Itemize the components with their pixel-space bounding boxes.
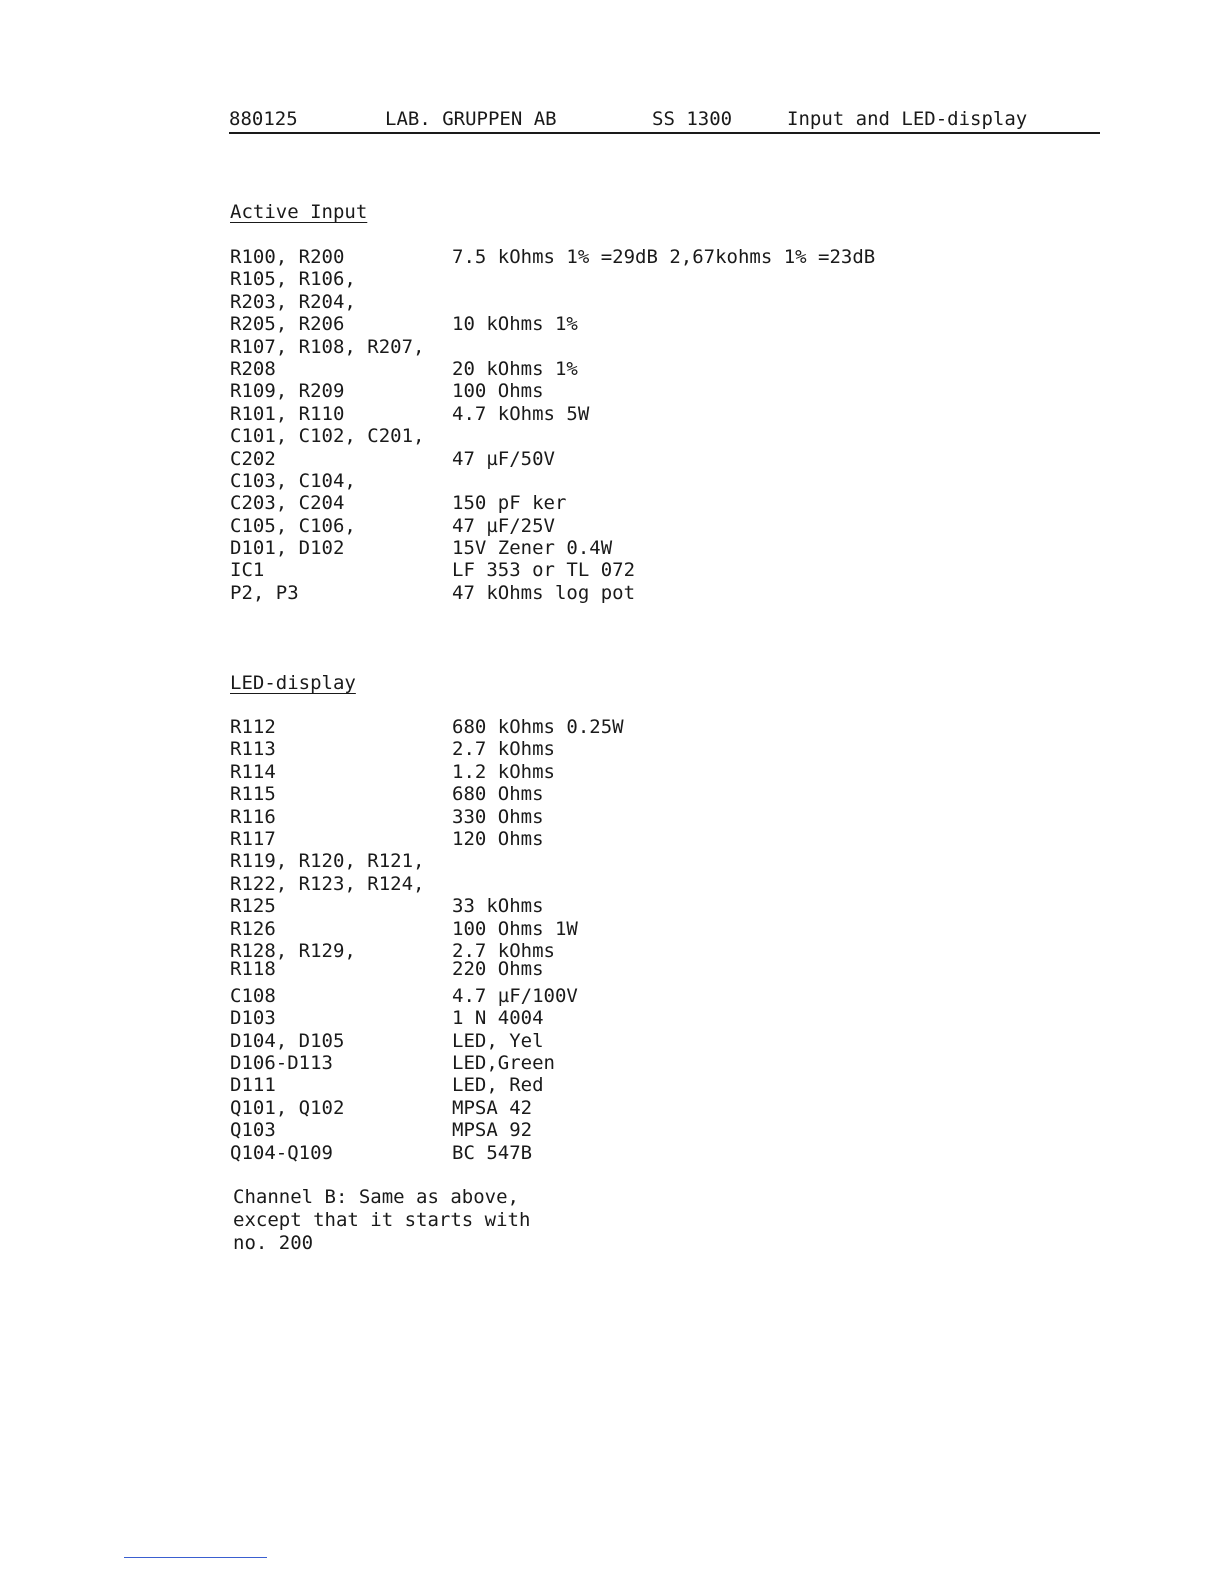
component-value: 1.2 kOhms [452, 760, 555, 783]
component-ref: R105, R106, [230, 268, 356, 291]
component-value: 47 µF/50V [452, 447, 555, 470]
component-ref: R128, R129, [230, 939, 356, 962]
component-value: BC 547B [452, 1141, 533, 1164]
note-line: Channel B: Same as above, [233, 1186, 519, 1208]
component-ref: P2, P3 [230, 581, 299, 604]
component-ref: R114 [230, 760, 276, 783]
component-ref: IC1 [230, 559, 265, 582]
component-ref: R118 [230, 957, 276, 980]
component-value: 15V Zener 0.4W [452, 537, 613, 560]
component-ref: C108 [230, 984, 276, 1007]
component-ref: Q104-Q109 [230, 1141, 333, 1164]
component-value: 2.7 kOhms [452, 939, 555, 962]
component-ref: R205, R206 [230, 313, 345, 336]
component-value: 33 kOhms [452, 895, 544, 918]
component-ref: D101, D102 [230, 537, 345, 560]
component-value: LF 353 or TL 072 [452, 559, 636, 582]
component-ref: Q101, Q102 [230, 1096, 345, 1119]
component-value: 4.7 kOhms 5W [452, 402, 590, 425]
component-value: 100 Ohms [452, 380, 544, 403]
component-ref: Q103 [230, 1119, 276, 1142]
component-ref: R115 [230, 783, 276, 806]
component-ref: R109, R209 [230, 380, 345, 403]
component-ref: R107, R108, R207, [230, 335, 425, 358]
component-ref: R126 [230, 917, 276, 940]
component-ref: R119, R120, R121, [230, 850, 425, 873]
header-date: 880125 [229, 108, 298, 130]
component-value: 2.7 kOhms [452, 738, 555, 761]
note-line: except that it starts with [233, 1209, 531, 1231]
component-value: 47 µF/25V [452, 514, 555, 537]
component-ref: R203, R204, [230, 290, 356, 313]
note-line: no. 200 [233, 1232, 314, 1254]
component-value: 330 Ohms [452, 805, 544, 828]
component-value: 680 Ohms [452, 783, 544, 806]
component-value: 150 pF ker [452, 492, 567, 515]
component-value: 10 kOhms 1% [452, 313, 578, 336]
component-ref: C101, C102, C201, [230, 425, 425, 448]
component-value: 680 kOhms 0.25W [452, 716, 624, 738]
component-ref: R100, R200 [230, 246, 345, 268]
component-value: 220 Ohms [452, 957, 544, 980]
component-value: MPSA 92 [452, 1119, 533, 1142]
component-ref: D106-D113 [230, 1052, 333, 1075]
component-ref: C103, C104, [230, 469, 356, 492]
channel-b-note [233, 1186, 553, 1255]
component-value: MPSA 42 [452, 1096, 533, 1119]
component-value: LED,Green [452, 1052, 555, 1075]
component-ref: R113 [230, 738, 276, 761]
component-ref: R112 [230, 716, 276, 738]
component-ref: R122, R123, R124, [230, 872, 425, 895]
component-ref: D111 [230, 1074, 276, 1097]
component-ref: R116 [230, 805, 276, 828]
active-input-title: Active Input [230, 201, 368, 223]
component-value: 100 Ohms 1W [452, 917, 578, 940]
component-value: 4.7 µF/100V [452, 984, 578, 1007]
page-edge-rule [124, 1557, 267, 1558]
component-ref: R125 [230, 895, 276, 918]
component-value: LED, Yel [452, 1029, 544, 1052]
component-ref: R101, R110 [230, 402, 345, 425]
component-ref: R117 [230, 827, 276, 850]
component-ref: R208 [230, 357, 276, 380]
header-title: Input and LED-display [787, 108, 1028, 130]
led-display-title: LED-display [230, 672, 356, 694]
component-ref: D104, D105 [230, 1029, 345, 1052]
component-ref: C202 [230, 447, 276, 470]
component-value: 1 N 4004 [452, 1007, 544, 1030]
component-ref: D103 [230, 1007, 276, 1030]
page-header [229, 108, 1100, 134]
header-model: SS 1300 [652, 108, 733, 130]
component-value: 47 kOhms log pot [452, 581, 636, 604]
component-value: LED, Red [452, 1074, 544, 1097]
component-value: 120 Ohms [452, 827, 544, 850]
component-value: 7.5 kOhms 1% =29dB 2,67kohms 1% =23dB [452, 246, 876, 268]
component-ref: C203, C204 [230, 492, 345, 515]
component-value: 20 kOhms 1% [452, 357, 578, 380]
component-ref: C105, C106, [230, 514, 356, 537]
header-company: LAB. GRUPPEN AB [385, 108, 557, 130]
